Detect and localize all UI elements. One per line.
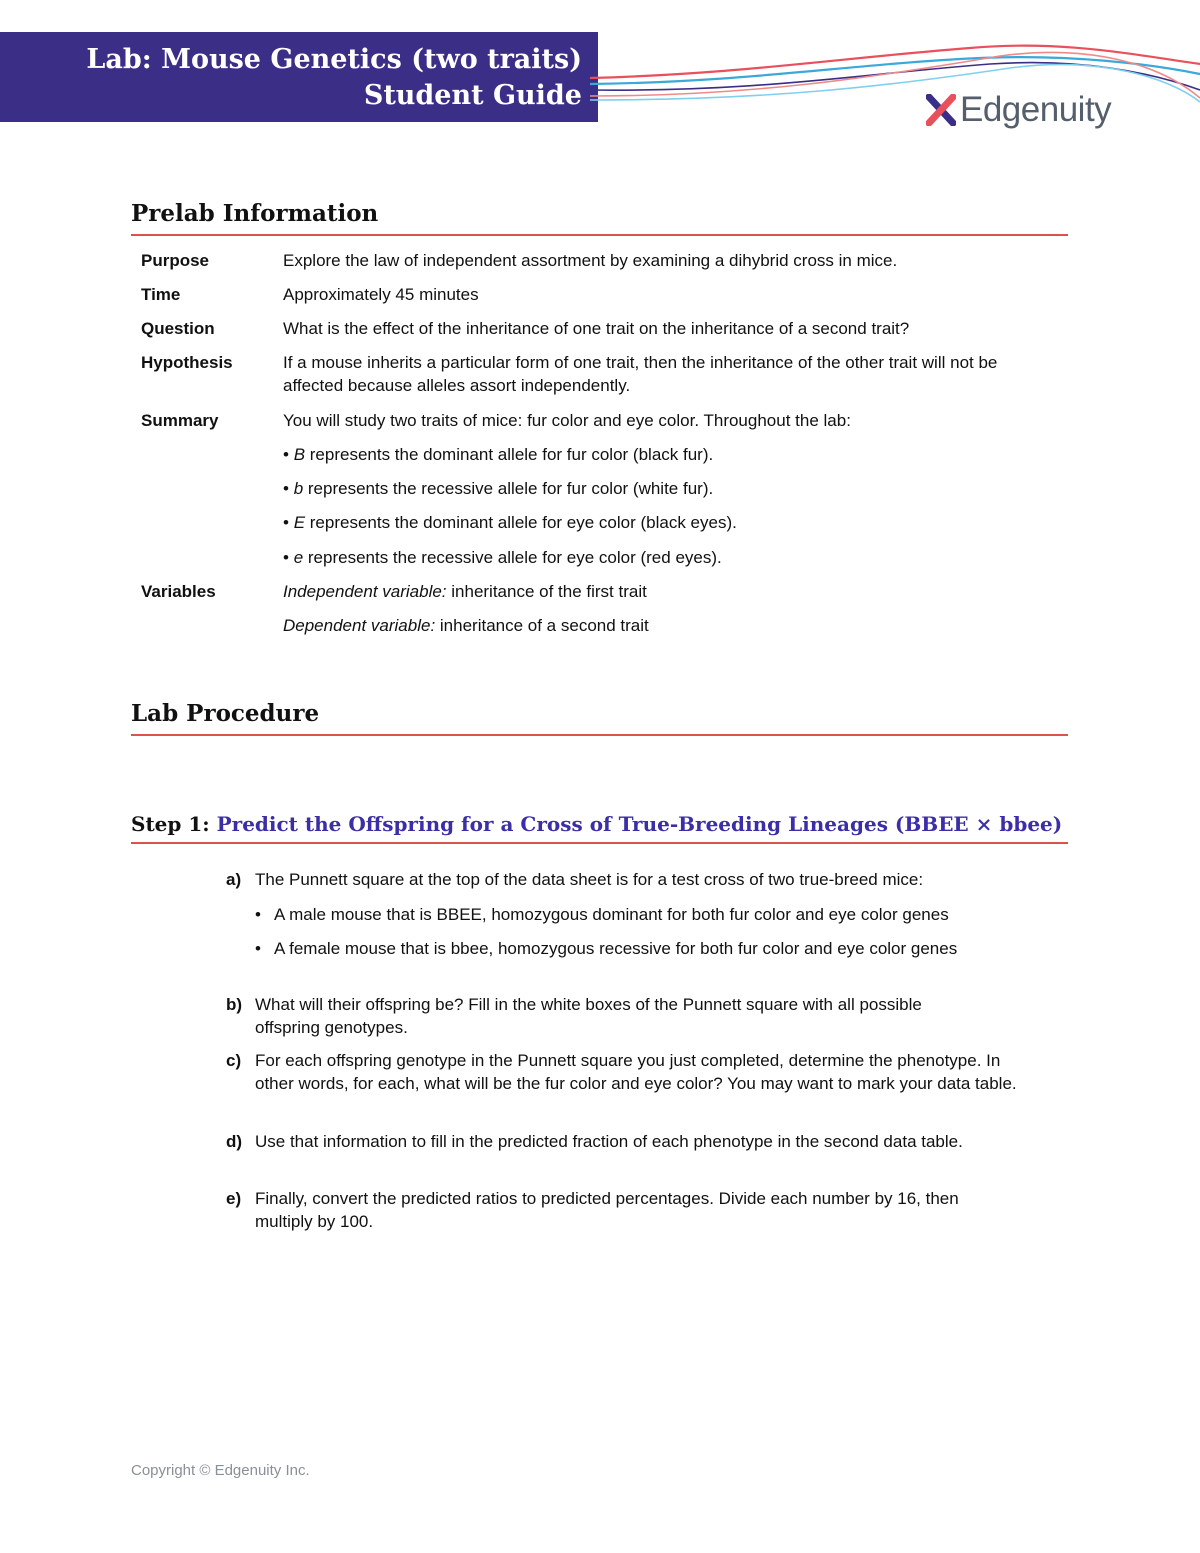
document-subtitle: Student Guide xyxy=(363,80,582,111)
allele-symbol: b xyxy=(293,479,304,498)
row-label: Question xyxy=(141,319,215,338)
prelab-divider xyxy=(131,234,1068,236)
allele-symbol: E xyxy=(293,513,306,532)
allele-symbol: e xyxy=(293,548,304,567)
copyright-footer: Copyright © Edgenuity Inc. xyxy=(131,1462,310,1479)
prelab-heading: Prelab Information xyxy=(131,200,379,227)
row-label: Time xyxy=(141,285,181,304)
allele-symbol: B xyxy=(293,445,306,464)
item-letter: b) xyxy=(226,995,243,1014)
brand-name: Edgenuity xyxy=(960,90,1112,129)
bullet-dot: • xyxy=(255,905,261,924)
row-label: Hypothesis xyxy=(141,353,233,372)
row-value: You will study two traits of mice: fur color and eye color. Throughout the lab: xyxy=(283,411,851,430)
wave-purple xyxy=(590,63,1200,91)
bullet-dot: • xyxy=(255,939,261,958)
summary-bullet: • E represents the dominant allele for eye color (black eyes). xyxy=(283,513,737,532)
variable-kind: Dependent variable: xyxy=(283,616,436,635)
procedure-heading: Lab Procedure xyxy=(131,700,320,727)
item-text: Use that information to fill in the predicted fraction of each phenotype in the second data table. xyxy=(255,1132,963,1151)
item-text: The Punnett square at the top of the data sheet is for a test cross of two true-breed mice: xyxy=(255,870,924,889)
step-1-title xyxy=(131,812,1062,836)
sub-bullet-text: A male mouse that is BBEE, homozygous dominant for both fur color and eye color genes xyxy=(274,905,949,924)
variable-kind: Independent variable: xyxy=(283,582,447,601)
row-value: Explore the law of independent assortment by examining a dihybrid cross in mice. xyxy=(283,251,898,270)
item-text: Finally, convert the predicted ratios to predicted percentages. Divide each number by 16, then multiply by 100. xyxy=(255,1189,959,1231)
document-title: Lab: Mouse Genetics (two traits) xyxy=(86,44,582,75)
edgenuity-x-icon xyxy=(926,94,956,126)
independent-variable xyxy=(283,580,1053,603)
item-letter: c) xyxy=(226,1051,242,1070)
wave-blue xyxy=(590,57,1200,84)
row-value: Approximately 45 minutes xyxy=(283,285,479,304)
bullet-text: represents the dominant allele for fur color (black fur). xyxy=(305,445,714,464)
row-label: Purpose xyxy=(141,251,210,270)
item-letter: a) xyxy=(226,870,242,889)
step-heading: Predict the Offspring for a Cross of True-Breeding Lineages (BBEE × bbee) xyxy=(216,812,1063,836)
row-label: Variables xyxy=(141,582,216,601)
item-text: For each offspring genotype in the Punnett square you just completed, determine the phenotype. In other words, for each, what will be the fur color and eye color? You may want to mark your data table. xyxy=(255,1051,1017,1093)
item-letter: e) xyxy=(226,1189,242,1208)
row-value: If a mouse inherits a particular form of one trait, then the inheritance of the other trait will not be affected because alleles assort independently. xyxy=(283,353,998,395)
title-banner xyxy=(0,32,598,122)
item-letter: d) xyxy=(226,1132,243,1151)
bullet-text: represents the recessive allele for eye color (red eyes). xyxy=(303,548,722,567)
step-label: Step 1: xyxy=(131,812,217,836)
procedure-divider xyxy=(131,734,1068,736)
dependent-variable xyxy=(283,614,1053,637)
step-divider xyxy=(131,842,1068,844)
item-text: What will their offspring be? Fill in the white boxes of the Punnett square with all possible offspring genotypes. xyxy=(255,995,922,1037)
summary-bullet: • B represents the dominant allele for fur color (black fur). xyxy=(283,445,714,464)
summary-bullet: • b represents the recessive allele for fur color (white fur). xyxy=(283,479,714,498)
bullet-text: represents the dominant allele for eye color (black eyes). xyxy=(305,513,737,532)
summary-bullet: • e represents the recessive allele for eye color (red eyes). xyxy=(283,548,722,567)
variable-text: inheritance of the first trait xyxy=(446,582,647,601)
sub-bullet-text: A female mouse that is bbee, homozygous recessive for both fur color and eye color genes xyxy=(274,939,958,958)
row-label: Summary xyxy=(141,411,219,430)
variable-text: inheritance of a second trait xyxy=(435,616,649,635)
bullet-text: represents the recessive allele for fur color (white fur). xyxy=(303,479,714,498)
row-value: What is the effect of the inheritance of one trait on the inheritance of a second trait? xyxy=(283,319,910,338)
